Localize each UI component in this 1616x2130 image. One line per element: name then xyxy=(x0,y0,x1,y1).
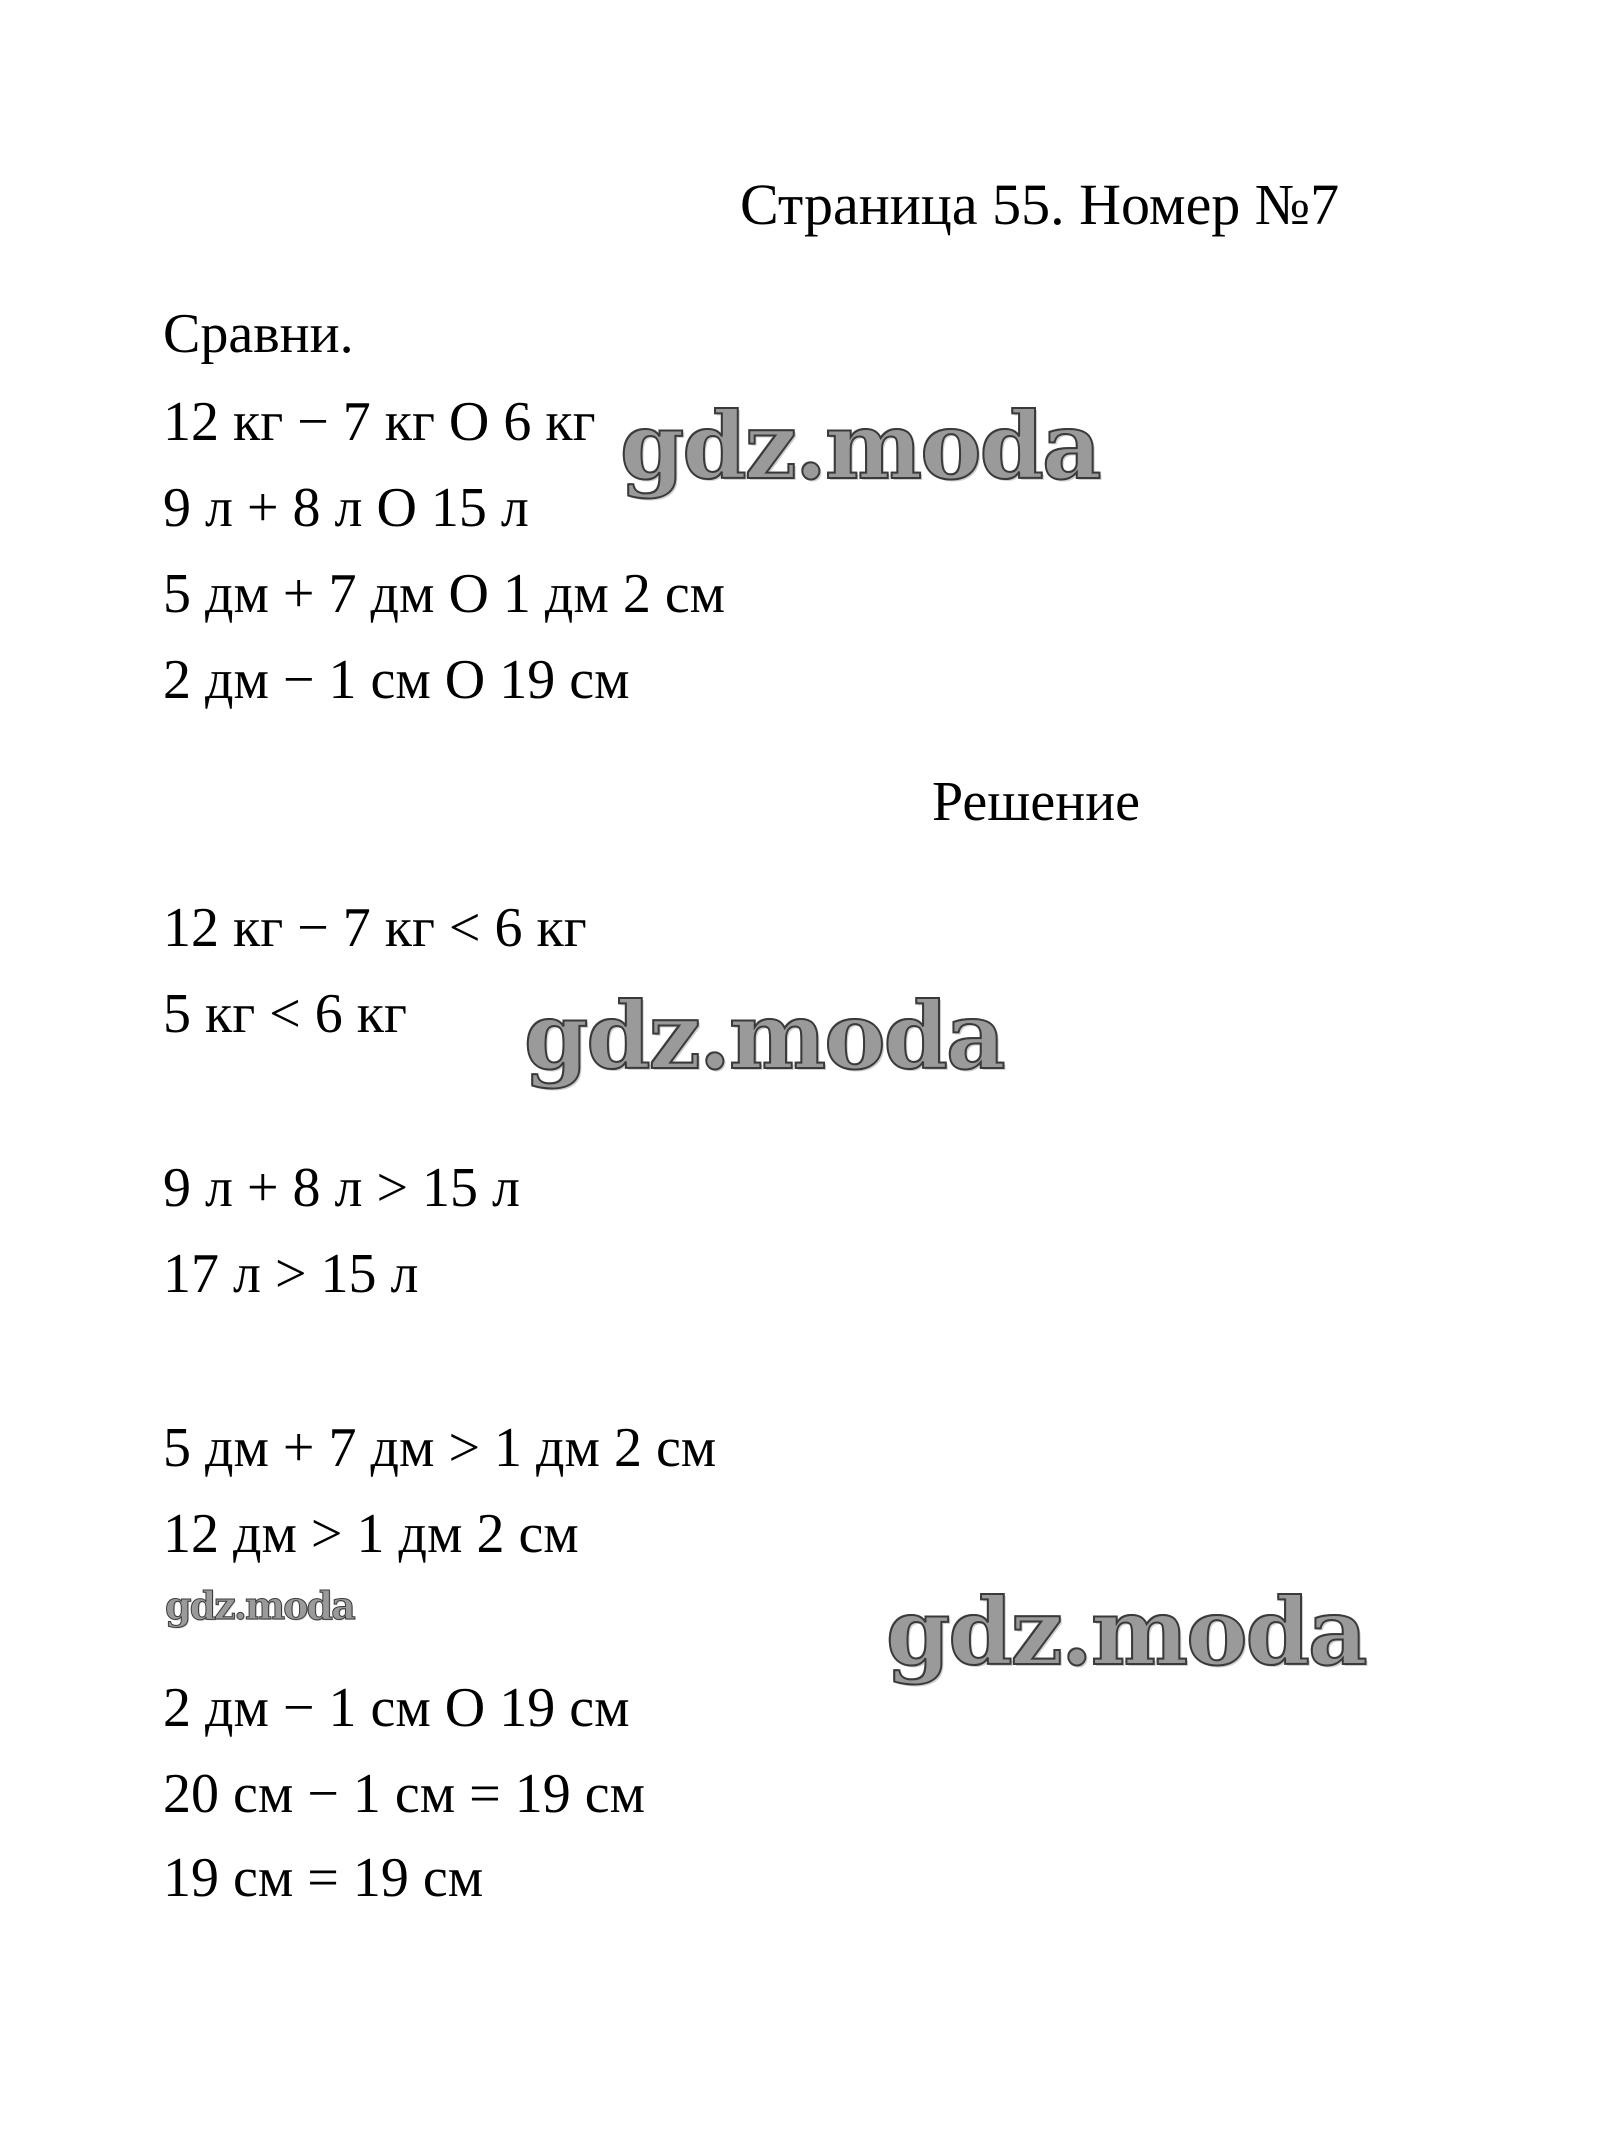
watermark-2: gdz.moda xyxy=(524,982,1004,1090)
solution-line-7: 2 дм − 1 см O 19 см xyxy=(163,1677,630,1739)
solution-line-2: 5 кг < 6 кг xyxy=(163,983,407,1045)
solution-line-4: 17 л > 15 л xyxy=(163,1243,419,1305)
solution-line-6: 12 дм > 1 дм 2 см xyxy=(163,1503,579,1565)
watermark-3: gdz.moda xyxy=(165,1583,354,1628)
task-line-2: 9 л + 8 л O 15 л xyxy=(163,477,529,539)
task-line-3: 5 дм + 7 дм O 1 дм 2 см xyxy=(163,563,726,625)
solution-line-5: 5 дм + 7 дм > 1 дм 2 см xyxy=(163,1417,717,1479)
watermark-1: gdz.moda xyxy=(620,392,1100,500)
solution-heading: Решение xyxy=(932,771,1141,833)
task-line-1: 12 кг − 7 кг O 6 кг xyxy=(163,391,596,453)
solution-line-9: 19 см = 19 см xyxy=(163,1847,484,1909)
solution-line-3: 9 л + 8 л > 15 л xyxy=(163,1157,520,1219)
solution-line-1: 12 кг − 7 кг < 6 кг xyxy=(163,897,587,959)
watermark-4: gdz.moda xyxy=(886,1578,1366,1686)
page-title: Страница 55. Номер №7 xyxy=(740,172,1340,237)
solution-line-8: 20 см − 1 см = 19 см xyxy=(163,1763,646,1825)
task-prompt: Сравни. xyxy=(163,303,354,365)
task-line-4: 2 дм − 1 см O 19 см xyxy=(163,649,630,711)
